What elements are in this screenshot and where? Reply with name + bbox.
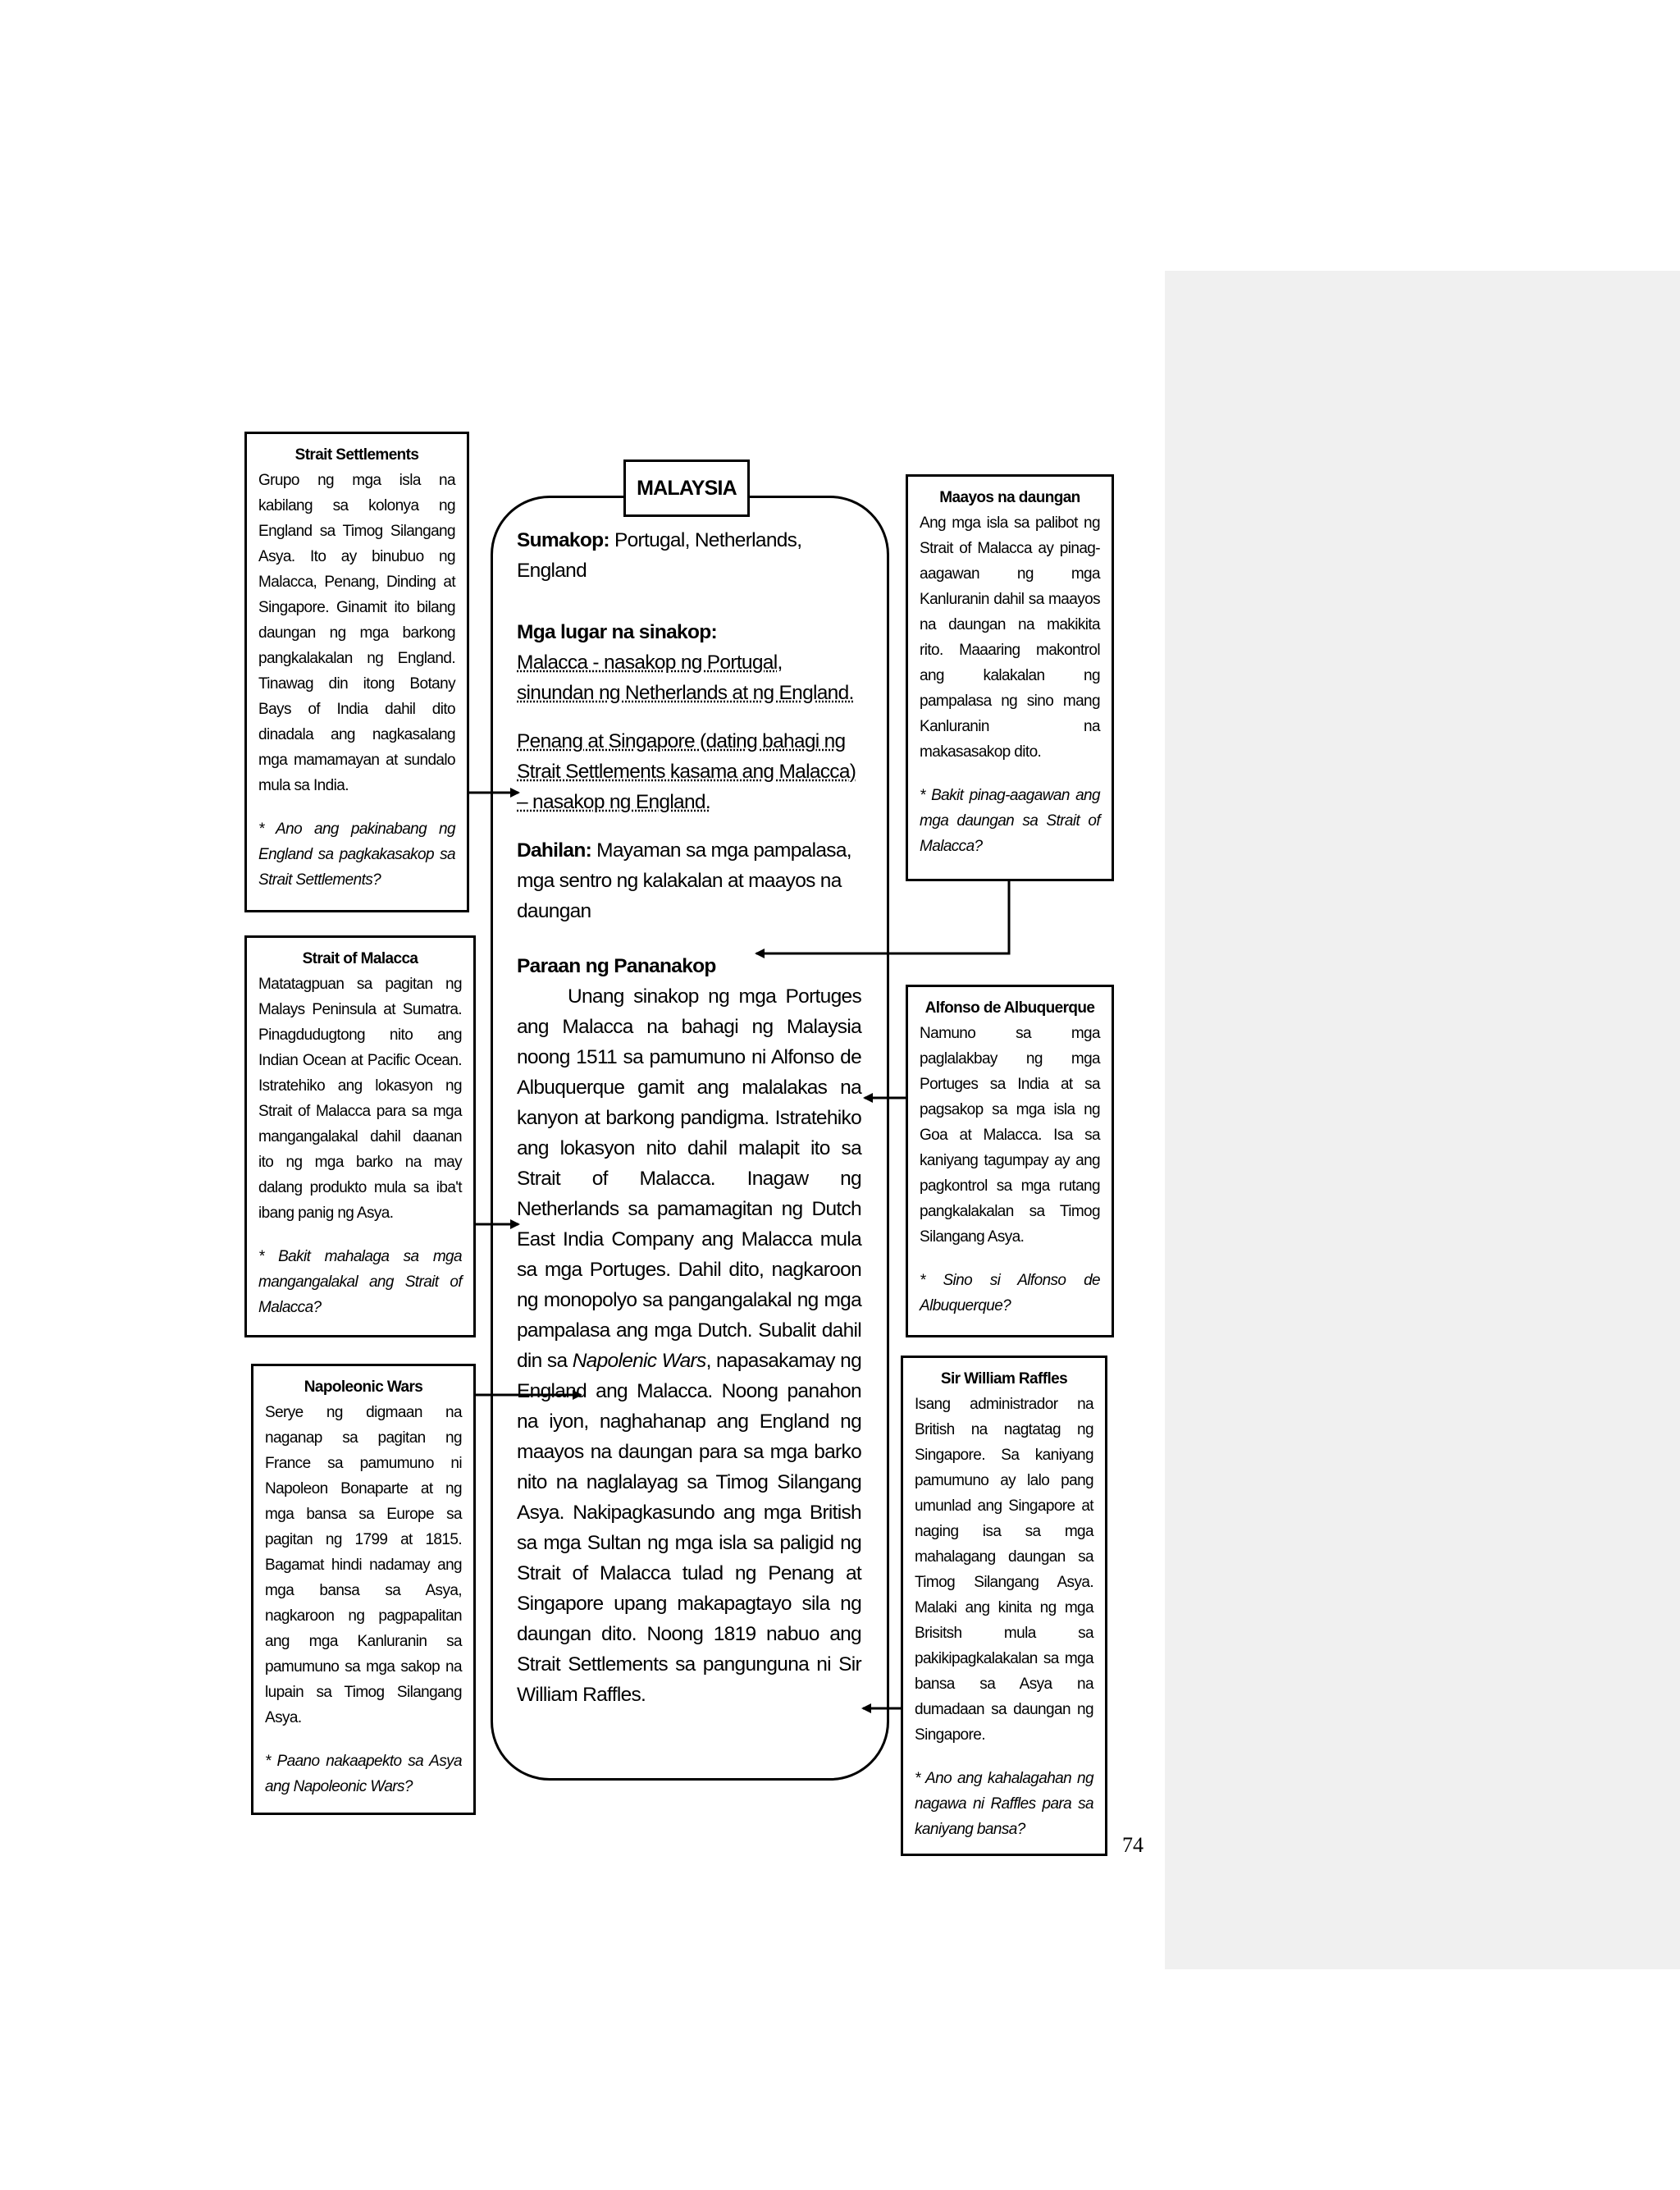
- box-question: * Ano ang kahalagahan ng nagawa ni Raffles para sa kaniyang bansa?: [915, 1770, 1093, 1838]
- paraan-heading: Paraan ng Pananakop: [517, 955, 716, 977]
- dahilan-label: Dahilan:: [517, 839, 592, 862]
- box-title: Strait Settlements: [294, 446, 419, 464]
- box-body: Isang administrador na British na nagtatag ng Singapore. Sa kaniyang pamumuno ay lalo pang umunlad ang Singapore at naging isa sa mga mahalagang daungan sa Timog Silangang Asya. Malaki ang kinita ng mga Brisitsh mula sa pakikipagkalakalan sa mga bansa sa Asya na dumadaan sa daungan ng Singapore.: [915, 1396, 1093, 1744]
- napolenic-wars-italic: Napolenic Wars: [572, 1350, 706, 1372]
- sumakop-label: Sumakop:: [517, 529, 609, 551]
- box-title: Napoleonic Wars: [304, 1378, 423, 1396]
- box-question: * Ano ang pakinabang ng England sa pagkakasakop sa Strait Settlements?: [258, 821, 455, 889]
- box-body: Ang mga isla sa palibot ng Strait of Malacca ay pinag-aagawan ng mga Kanluranin dahil sa maayos na daungan na makikita rito. Maaaring makontrol ang kalakalan ng pampalasa ng sino mang Kanluranin na makasasakop dito.: [920, 514, 1100, 761]
- sumakop-value: Portugal, Netherlands, England: [517, 529, 802, 582]
- lugar-heading: Mga lugar na sinakop:: [517, 621, 717, 643]
- box-question: * Paano nakaapekto sa Asya ang Napoleonic Wars?: [265, 1753, 462, 1795]
- box-body: Grupo ng mga isla na kabilang sa kolonya ng England sa Timog Silangang Asya. Ito ay binubuo ng Malacca, Penang, Dinding at Singapore. Ginamit ito bilang daungan ng mga barkong pangkalakalan ng England. Tinawag din itong Botany Bays of India dahil dito dinadala ang nagkasalang mga mamamayan at sundalo mula sa India.: [258, 472, 455, 794]
- page-number: 74: [1122, 1833, 1144, 1857]
- box-body: Matatagpuan sa pagitan ng Malays Peninsula at Sumatra. Pinagdudugtong nito ang Indian Ocean at Pacific Ocean. Istratehiko ang lokasyon ng Strait of Malacca para sa mga mangangalakal dahil daanan ito ng mga barko na may dalang produkto mula sa iba't ibang panig ng Asya.: [258, 976, 462, 1222]
- box-title: Maayos na daungan: [939, 489, 1080, 506]
- paraan-body: Unang sinakop ng mga Portuges ang Malacca na bahagi ng Malaysia noong 1511 sa pamumuno ni Alfonso de Albuquerque gamit ang malalakas na kanyon at barkong pandigma. Istratehiko ang lokasyon nito dahil malapit ito sa Strait of Malacca. Inagaw ng Netherlands sa pamamagitan ng Dutch East India Company ang Malacca mula sa mga Portuges. Dahil dito, nagkaroon ng monopolyo sa pangangalakal ng mga pampalasa ang mga Dutch. Subalit dahil din sa Napolenic Wars, napasakamay ng England ang Malacca. Noong panahon na iyon, naghahanap ang England ng maayos na daungan para sa mga barko nito na naglalayag sa Timog Silangang Asya. Nakipagkasundo ang mga British sa mga Sultan ng mga isla sa paligid ng Strait of Malacca tulad ng Penang at Singapore upang makapagtayo sila ng daungan dito. Noong 1819 nabuo ang Strait Settlements sa pangunguna ni Sir William Raffles.: [517, 985, 861, 1706]
- box-body: Serye ng digmaan na naganap sa pagitan ng France sa pamumuno ni Napoleon Bonaparte at ng mga bansa sa Europe sa pagitan ng 1799 at 1815. Bagamat hindi nadamay ang mga bansa sa Asya, nagkaroon ng pagpapalitan ang mga Kanluranin sa pamumuno sa mga sakop na lupain sa Timog Silangang Asya.: [265, 1404, 462, 1726]
- box-question: * Bakit pinag-aagawan ang mga daungan sa Strait of Malacca?: [920, 787, 1100, 855]
- lugar-malacca: Malacca - nasakop ng Portugal, sinundan ng Netherlands at ng England.: [517, 652, 854, 704]
- lugar-penang-singapore: Penang at Singapore (dating bahagi ng Strait Settlements kasama ang Malacca) – nasakop ng England.: [517, 730, 856, 813]
- malaysia-label: MALAYSIA: [623, 459, 750, 517]
- box-question: * Sino si Alfonso de Albuquerque?: [920, 1272, 1100, 1314]
- box-question: * Bakit mahalaga sa mga mangangalakal ang Strait of Malacca?: [258, 1248, 462, 1316]
- arrow-maayos-na-daungan: [756, 881, 1009, 953]
- dahilan-value: Mayaman sa mga pampalasa, mga sentro ng kalakalan at maayos na daungan: [517, 839, 851, 922]
- box-title: Strait of Malacca: [302, 950, 418, 967]
- box-title: Alfonso de Albuquerque: [924, 999, 1095, 1017]
- box-body: Namuno sa mga paglalakbay ng mga Portuges sa India at sa pagsakop sa mga isla ng Goa at Malacca. Isa sa kaniyang tagumpay ay ang pagkontrol sa mga rutang pangkalakalan sa Timog Silangang Asya.: [920, 1025, 1100, 1246]
- box-title: Sir William Raffles: [940, 1370, 1068, 1388]
